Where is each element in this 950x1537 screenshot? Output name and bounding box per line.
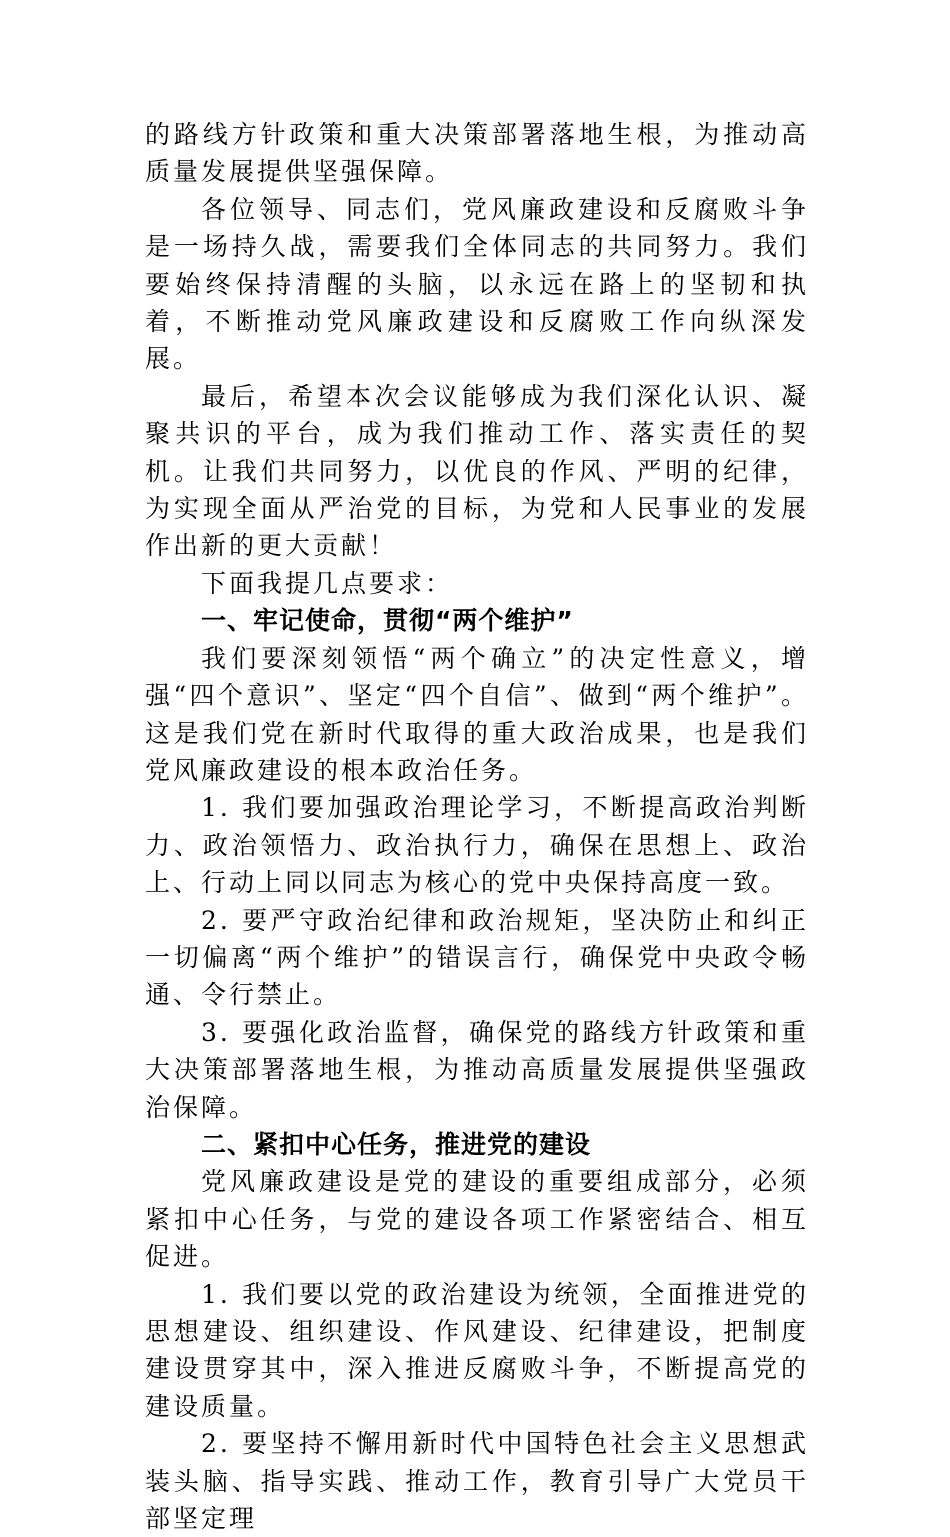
paragraph-section-1-intro: 我们要深刻领悟“两个确立”的决定性意义，增强“四个意识”、坚定“四个自信”、做到“两个维护”。这是我们党在新时代取得的重大政治成果，也是我们党风廉政建设的根本政治任务。 <box>145 643 809 785</box>
section-heading-1: 一、牢记使命，贯彻“两个维护” <box>201 606 574 636</box>
paragraph-section-1-item-1: 1. 我们要加强政治理论学习，不断提高政治判断力、政治领悟力、政治执行力，确保在思想上、政治上、行动上同以同志为核心的党中央保持高度一致。 <box>145 793 809 898</box>
paragraph-closing-remarks: 各位领导、同志们，党风廉政建设和反腐败斗争是一场持久战，需要我们全体同志的共同努力。我们要始终保持清醒的头脑，以永远在路上的坚韧和执着，不断推动党风廉政建设和反腐败工作向纵深发展。 <box>145 194 809 374</box>
paragraph-final-hope: 最后，希望本次会议能够成为我们深化认识、凝聚共识的平台，成为我们推动工作、落实责任的契机。让我们共同努力，以优良的作风、严明的纪律，为实现全面从严治党的目标，为党和人民事业的发展作出新的更大贡献！ <box>145 381 809 561</box>
document-body <box>145 116 809 1537</box>
paragraph-continuation: 的路线方针政策和重大决策部署落地生根，为推动高质量发展提供坚强保障。 <box>145 120 809 187</box>
paragraph-section-1-item-2: 2. 要严守政治纪律和政治规矩，坚决防止和纠正一切偏离“两个维护”的错误言行，确保党中央政令畅通、令行禁止。 <box>145 905 809 1010</box>
paragraph-section-1-item-3: 3. 要强化政治监督，确保党的路线方针政策和重大决策部署落地生根，为推动高质量发展提供坚强政治保障。 <box>145 1017 809 1122</box>
paragraph-section-2-intro: 党风廉政建设是党的建设的重要组成部分，必须紧扣中心任务，与党的建设各项工作紧密结合、相互促进。 <box>145 1167 809 1272</box>
paragraph-section-2-item-1: 1. 我们要以党的政治建设为统领，全面推进党的思想建设、组织建设、作风建设、纪律建设，把制度建设贯穿其中，深入推进反腐败斗争，不断提高党的建设质量。 <box>145 1279 809 1421</box>
section-heading-2: 二、紧扣中心任务，推进党的建设 <box>201 1129 592 1159</box>
paragraph-section-2-item-2: 2. 要坚持不懈用新时代中国特色社会主义思想武装头脑、指导实践、推动工作，教育引导广大党员干部坚定理 <box>145 1429 809 1534</box>
paragraph-requirements-intro: 下面我提几点要求： <box>201 568 454 598</box>
